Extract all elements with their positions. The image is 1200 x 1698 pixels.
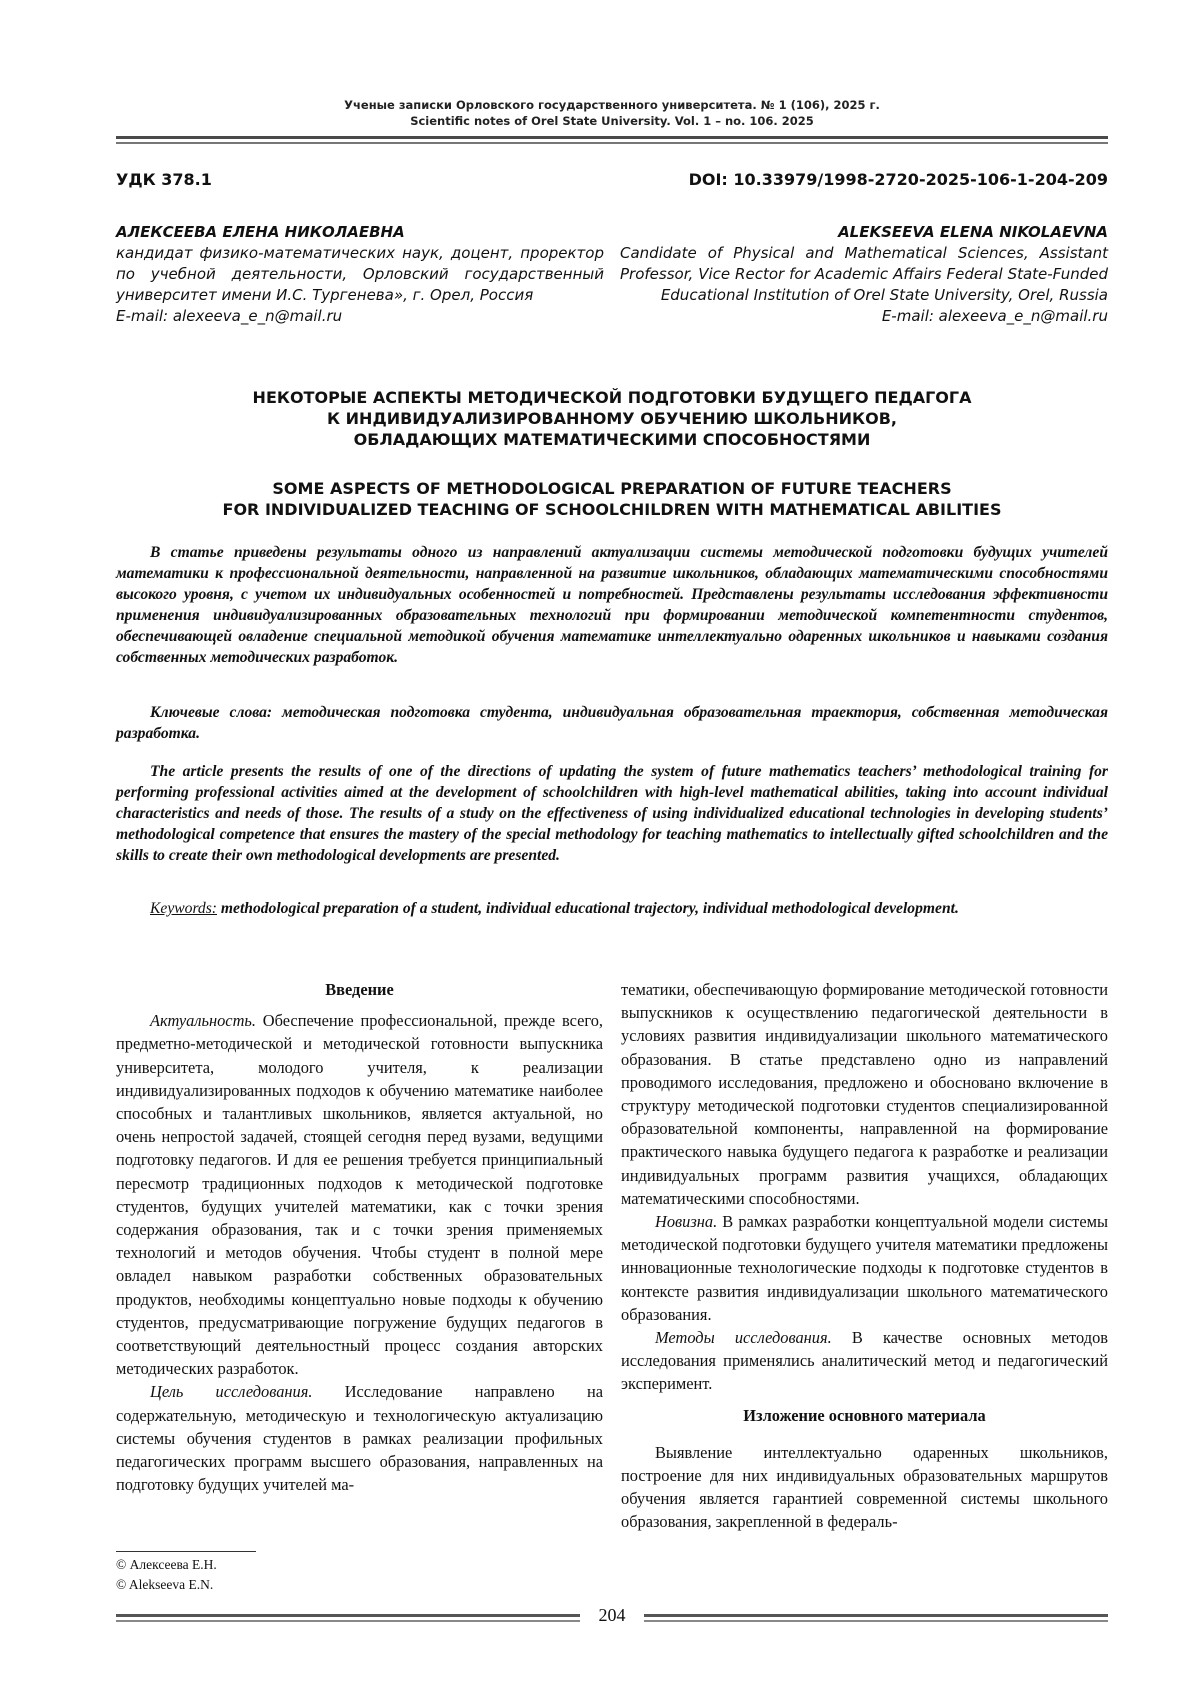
- abstract-en: The article presents the results of one of the directions of updating the system of future mathematics teachers’ methodological training for performing professional activities aimed at the development of schoolchildren with high-level mathematical abilities, taking into account individual characteristics and needs of those. The results of a study on the effectiveness of using individualized educational technologies in developing students’ methodological competence that ensures the mastery of the special methodology for teaching mathematics to intellectually gifted schoolchildren and the skills to create their own methodological developments are presented.: [116, 763, 1108, 864]
- paragraph-lead: Цель исследования.: [150, 1382, 313, 1402]
- keywords-en: [116, 898, 1108, 919]
- title-ru-line: К ИНДИВИДУАЛИЗИРОВАННОМУ ОБУЧЕНИЮ ШКОЛЬНИКОВ,: [327, 409, 897, 428]
- paragraph-text: В рамках разработки концептуальной модели системы методической подготовки будущего учителя математики предложены инновационные технологические подходы к подготовке студентов в контексте развития индивидуализации школьного математического образования.: [621, 1212, 1108, 1324]
- copyright-ru: © Алексеева Е.Н.: [116, 1557, 217, 1572]
- page-number: 204: [580, 1603, 644, 1627]
- article-title-ru: [116, 387, 1108, 450]
- journal-title-ru: Ученые записки Орловского государственного университета. № 1 (106), 2025 г.: [344, 98, 880, 112]
- title-ru-line: ОБЛАДАЮЩИХ МАТЕМАТИЧЕСКИМИ СПОСОБНОСТЯМИ: [353, 430, 871, 449]
- header-rule-thin: [116, 142, 1108, 144]
- body-column-right: [621, 978, 1108, 1534]
- paragraph-text: В качестве основных методов исследования применялись аналитический метод и педагогический эксперимент.: [621, 1328, 1109, 1394]
- author-block-en: [620, 222, 1108, 327]
- section-heading-intro: Введение: [325, 980, 394, 999]
- paragraph-lead: Актуальность.: [150, 1011, 256, 1031]
- paragraph-text: Исследование направлено на содержательную, методическую и технологическую актуализацию системы обучения студентов в рамках реализации профильных педагогических программ высшего образования, направленных на подготовку будущих учителей ма-: [116, 1382, 603, 1495]
- paragraph-novelty: [621, 1210, 1108, 1326]
- paragraph-goal-continued: тематики, обеспечивающую формирование методической готовности выпускников к осуществлению педагогической деятельности в условиях развития индивидуализации школьного математического образования. В статье представлено одно из направлений проводимого исследования, предложено и обосновано включение в структуру методической подготовки студентов специализированной образовательной компоненты, направленной на формирование практического навыка будущего педагога к разработке и реализации индивидуальных программ развития учащихся, обладающих математическими способностями.: [621, 980, 1108, 1208]
- body-column-left: [116, 978, 603, 1496]
- author-email-en: E-mail: alexeeva_e_n@mail.ru: [881, 307, 1108, 325]
- keywords-ru: Ключевые слова: методическая подготовка студента, индивидуальная образовательная траектория, собственная методическая разработка.: [116, 704, 1108, 742]
- header-rule: [116, 136, 1108, 139]
- article-title-en: [116, 478, 1108, 520]
- section-heading-main: Изложение основного материала: [743, 1405, 986, 1425]
- author-name-ru: АЛЕКСЕЕВА ЕЛЕНА НИКОЛАЕВНА: [116, 223, 405, 241]
- title-en-line: SOME ASPECTS OF METHODOLOGICAL PREPARATION OF FUTURE TEACHERS: [272, 479, 952, 498]
- journal-title-en: Scientific notes of Orel State University. Vol. 1 – no. 106. 2025: [410, 114, 814, 128]
- title-en-line: FOR INDIVIDUALIZED TEACHING OF SCHOOLCHILDREN WITH MATHEMATICAL ABILITIES: [222, 500, 1002, 519]
- author-block-ru: [116, 222, 604, 327]
- paragraph-main: Выявление интеллектуально одаренных школьников, построение для них индивидуальных образовательных маршрутов обучения является гарантией современной системы школьного образования, закрепленной в федераль-: [621, 1442, 1108, 1532]
- paragraph-lead: Методы исследования.: [655, 1328, 832, 1348]
- keywords-label-en: Keywords:: [150, 900, 217, 917]
- paragraph-lead: Новизна.: [655, 1212, 718, 1232]
- paragraph-goal: [116, 1380, 603, 1496]
- udc-code: УДК 378.1: [116, 170, 212, 189]
- author-affiliation-en: Candidate of Physical and Mathematical Sciences, Assistant Professor, Vice Rector for Academic Affairs Federal State-Funded Educational Institution of Orel State University, Orel, Russia: [620, 244, 1108, 304]
- doi: DOI: 10.33979/1998-2720-2025-106-1-204-209: [688, 170, 1108, 189]
- title-ru-line: НЕКОТОРЫЕ АСПЕКТЫ МЕТОДИЧЕСКОЙ ПОДГОТОВКИ БУДУЩЕГО ПЕДАГОГА: [252, 388, 972, 407]
- author-email-ru: E-mail: alexeeva_e_n@mail.ru: [116, 307, 343, 325]
- author-name-en: ALEKSEEVA ELENA NIKOLAEVNA: [838, 223, 1108, 241]
- author-affiliation-ru: кандидат физико-математических наук, доцент, проректор по учебной деятельности, Орловский государственный университет имени И.С. Тургенева», г. Орел, Россия: [116, 244, 604, 304]
- abstract-ru: В статье приведены результаты одного из направлений актуализации системы методической подготовки будущих учителей математики к профессиональной деятельности, направленной на развитие школьников, обладающих математическими способностями высокого уровня, с учетом их индивидуальных особенностей и потребностей. Представлены результаты исследования эффективности применения индивидуализированных образовательных технологий при формировании методической компетентности студентов, обеспечивающей овладение специальной методикой обучения математике интеллектуально одаренных школьников и навыками создания собственных методических разработок.: [116, 544, 1108, 666]
- paragraph-methods: [621, 1326, 1108, 1396]
- keywords-text-en: methodological preparation of a student, individual educational trajectory, individual methodological development.: [217, 900, 959, 917]
- paragraph-relevance: [116, 1009, 603, 1380]
- paragraph-text: Обеспечение профессиональной, прежде всего, предметно-методической и методической готовности выпускника университета, молодого учителя, к реализации индивидуализированных подходов к обучению математике наиболее способных и талантливых школьников, является актуальной, но очень непростой задачей, стоящей сегодня перед вузами, ведущими подготовку педагогов. И для ее решения требуется принципиальный пересмотр традиционных подходов к методической подготовке студентов, будущих учителей математики, как с точки зрения содержания образования, так и с точки зрения применяемых технологий и методов обучения. Чтобы студент в полной мере овладел навыком разработки собственных образовательных продуктов, необходимы концептуально новые подходы к обучению студентов, предусматривающие погружение будущих педагогов в соответствующий деятельностный процесс создания авторских методических разработок.: [116, 1011, 603, 1379]
- copyright-en: © Alekseeva E.N.: [116, 1577, 214, 1592]
- footnote-rule: [116, 1551, 256, 1552]
